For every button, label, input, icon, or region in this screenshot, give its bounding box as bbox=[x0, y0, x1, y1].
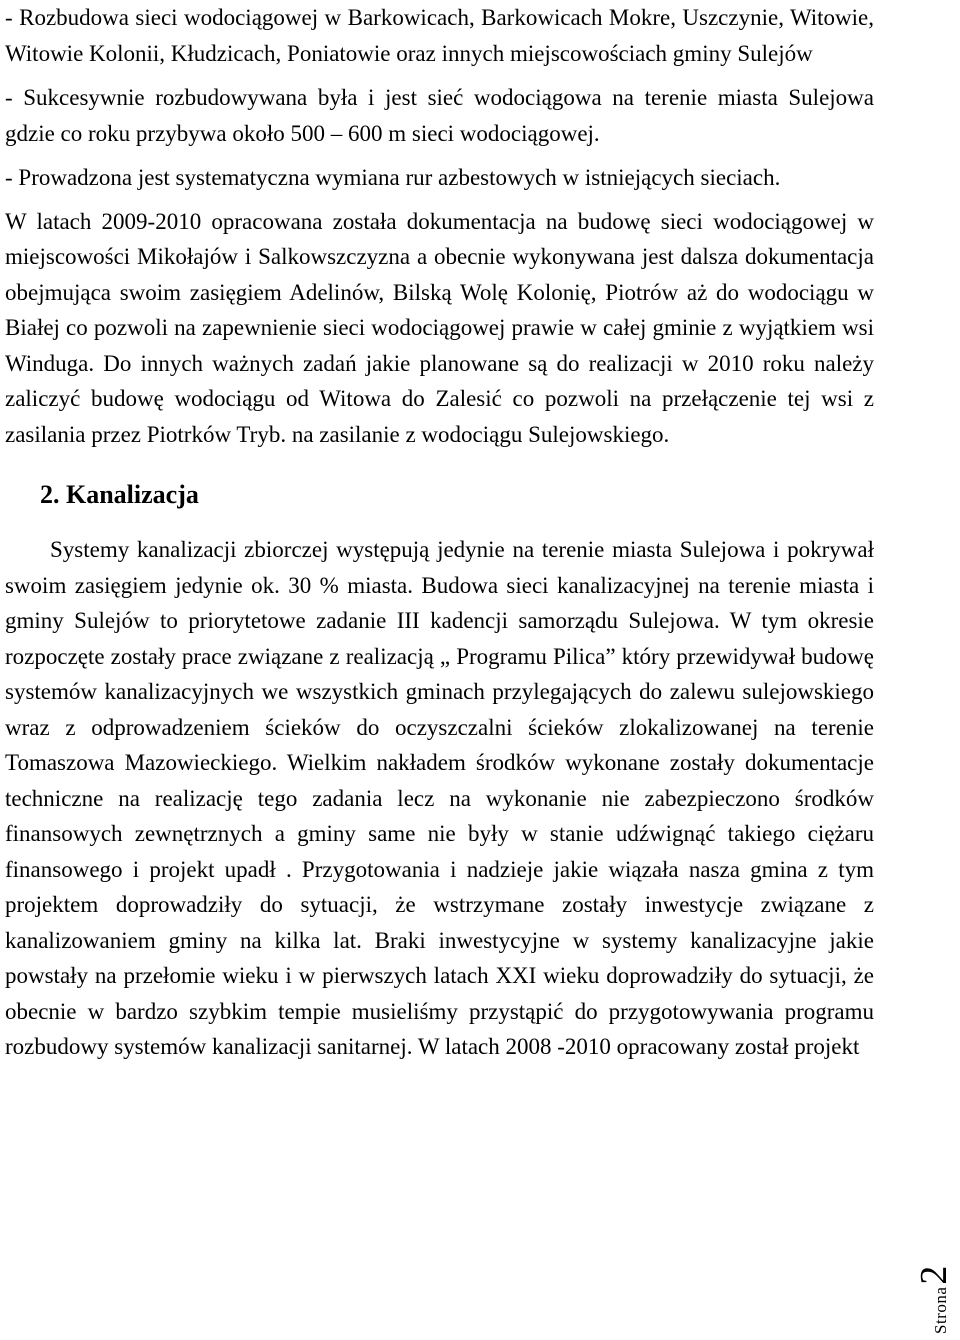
spacer bbox=[5, 151, 874, 160]
page-number-footer bbox=[913, 1244, 956, 1334]
section-heading: 2. Kanalizacja bbox=[40, 480, 199, 509]
page-number: 2 bbox=[913, 1265, 955, 1285]
bullet-item: - Rozbudowa sieci wodociągowej w Barkowicach, Barkowicach Mokre, Uszczynie, Witowie, Witowie Kolonii, Kłudzicach, Poniatowie oraz innych miejscowościach gminy Sulejów bbox=[5, 5, 874, 66]
bullet-item: - Prowadzona jest systematyczna wymiana rur azbestowych w istniejących sieciach. bbox=[5, 165, 781, 190]
spacer bbox=[5, 196, 874, 204]
spacer bbox=[5, 71, 874, 80]
page-label: Strona bbox=[931, 1286, 950, 1334]
page-number-rotated bbox=[912, 1266, 956, 1334]
spacer bbox=[5, 513, 874, 532]
paragraph-sewerage: Systemy kanalizacji zbiorczej występują jedynie na terenie miasta Sulejowa i pokrywał swoim zasięgiem jedynie ok. 30 % miasta. Budowa sieci kanalizacyjnej na terenie miasta i gminy Sulejów to priorytetowe zadanie III kadencji samorządu Sulejowa. W tym okresie rozpoczęte zostały prace związane z realizacją „ Programu Pilica” który przewidywał budowę systemów kanalizacyjnych we wszystkich gminach przylegających do zalewu sulejowskiego wraz z odprowadzeniem ścieków do oczyszczalni ścieków zlokalizowanej na terenie Tomaszowa Mazowieckiego. Wielkim nakładem środków wykonane zostały dokumentacje techniczne na realizację tego zadania lecz na wykonanie nie zabezpieczono środków finansowych zewnętrznych a gminy same nie były w stanie udźwignąć takiego ciężaru finansowego i projekt upadł . Przygotowania i nadzieje jakie wiązała nasza gmina z tym projektem doprowadziły do sytuacji, że wstrzymane zostały inwestycje związane z kanalizowaniem gminy na kilka lat. Braki inwestycyjne w systemy kanalizacyjne jakie powstały na przełomie wieku i w pierwszych latach XXI wieku doprowadziły do sytuacji, że obecnie w bardzo szybkim tempie musieliśmy przystąpić do przygotowywania programu rozbudowy systemów kanalizacji sanitarnej. W latach 2008 -2010 opracowany został projekt bbox=[5, 537, 874, 1059]
document-page bbox=[5, 0, 874, 1065]
paragraph-water-supply: W latach 2009-2010 opracowana została dokumentacja na budowę sieci wodociągowej w miejscowości Mikołajów i Salkowszczyzna a obecnie wykonywana jest dalsza dokumentacja obejmująca swoim zasięgiem Adelinów, Bilską Wolę Kolonię, Piotrów aż do wodociągu w Białej co pozwoli na zapewnienie sieci wodociągowej prawie w całej gminie z wyjątkiem wsi Winduga. Do innych ważnych zadań jakie planowane są do realizacji w 2010 roku należy zaliczyć budowę wodociągu od Witowa do Zalesić co pozwoli na przełączenie tej wsi z zasilania przez Piotrków Tryb. na zasilanie z wodociągu Sulejowskiego. bbox=[5, 208, 874, 447]
bullet-item: - Sukcesywnie rozbudowywana była i jest sieć wodociągowa na terenie miasta Sulejowa gdzie co roku przybywa około 500 – 600 m sieci wodociągowej. bbox=[5, 85, 874, 146]
